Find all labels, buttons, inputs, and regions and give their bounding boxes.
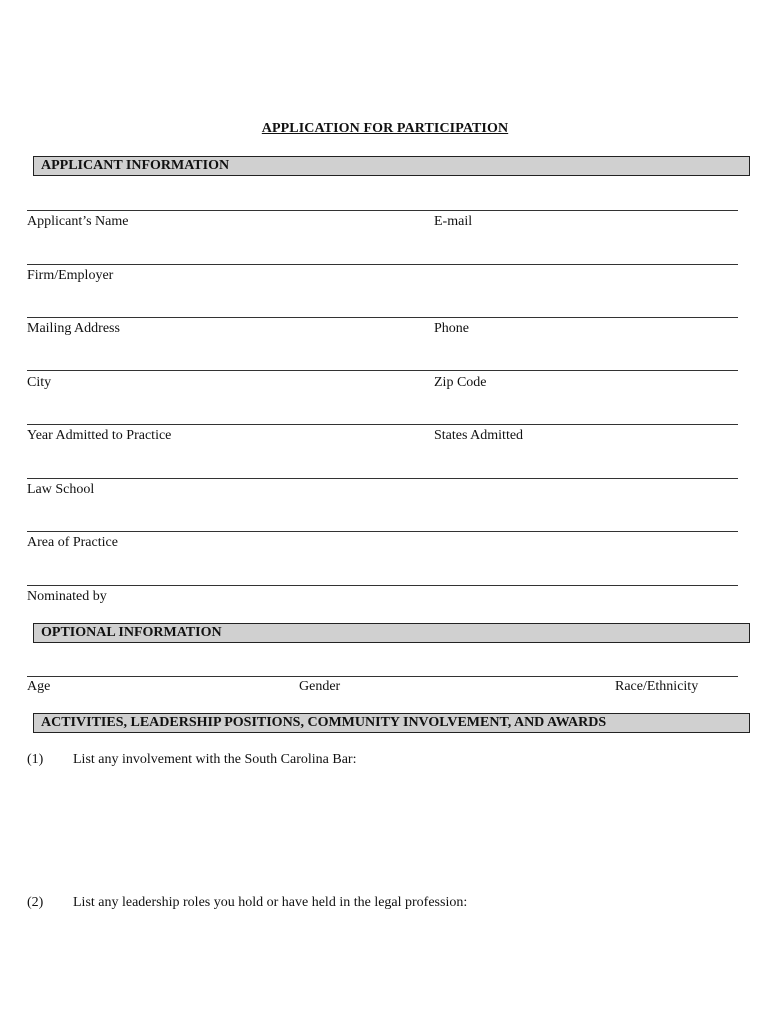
email-label: E-mail	[434, 214, 473, 229]
zip-code-label: Zip Code	[434, 375, 487, 390]
nominated-by-line[interactable]	[27, 585, 738, 586]
section-header-activities: ACTIVITIES, LEADERSHIP POSITIONS, COMMUNITY INVOLVEMENT, AND AWARDS	[33, 713, 750, 733]
gender-label: Gender	[299, 679, 341, 694]
question-1-number: (1)	[27, 752, 44, 767]
city-label: City	[27, 375, 52, 390]
area-of-practice-label: Area of Practice	[27, 535, 118, 550]
law-school-label: Law School	[27, 482, 95, 497]
section-header-optional-information: OPTIONAL INFORMATION	[33, 623, 750, 643]
question-1-text: List any involvement with the South Carolina Bar:	[73, 752, 357, 767]
law-school-line[interactable]	[27, 478, 738, 479]
nominated-by-label: Nominated by	[27, 589, 107, 604]
form-title: APPLICATION FOR PARTICIPATION	[261, 121, 509, 136]
states-admitted-label: States Admitted	[434, 428, 524, 443]
year-admitted-label: Year Admitted to Practice	[27, 428, 172, 443]
applicant-name-label: Applicant’s Name	[27, 214, 129, 229]
mailing-address-line[interactable]	[27, 317, 738, 318]
firm-employer-label: Firm/Employer	[27, 268, 114, 283]
phone-label: Phone	[434, 321, 469, 336]
area-of-practice-line[interactable]	[27, 531, 738, 532]
applicant-name-line[interactable]	[27, 210, 738, 211]
optional-info-line[interactable]	[27, 676, 738, 677]
firm-employer-line[interactable]	[27, 264, 738, 265]
age-label: Age	[27, 679, 51, 694]
mailing-address-label: Mailing Address	[27, 321, 120, 336]
section-header-applicant-information: APPLICANT INFORMATION	[33, 156, 750, 176]
question-2-text: List any leadership roles you hold or have held in the legal profession:	[73, 895, 468, 910]
question-2-number: (2)	[27, 895, 44, 910]
city-line[interactable]	[27, 370, 738, 371]
race-ethnicity-label: Race/Ethnicity	[615, 679, 699, 694]
year-admitted-line[interactable]	[27, 424, 738, 425]
